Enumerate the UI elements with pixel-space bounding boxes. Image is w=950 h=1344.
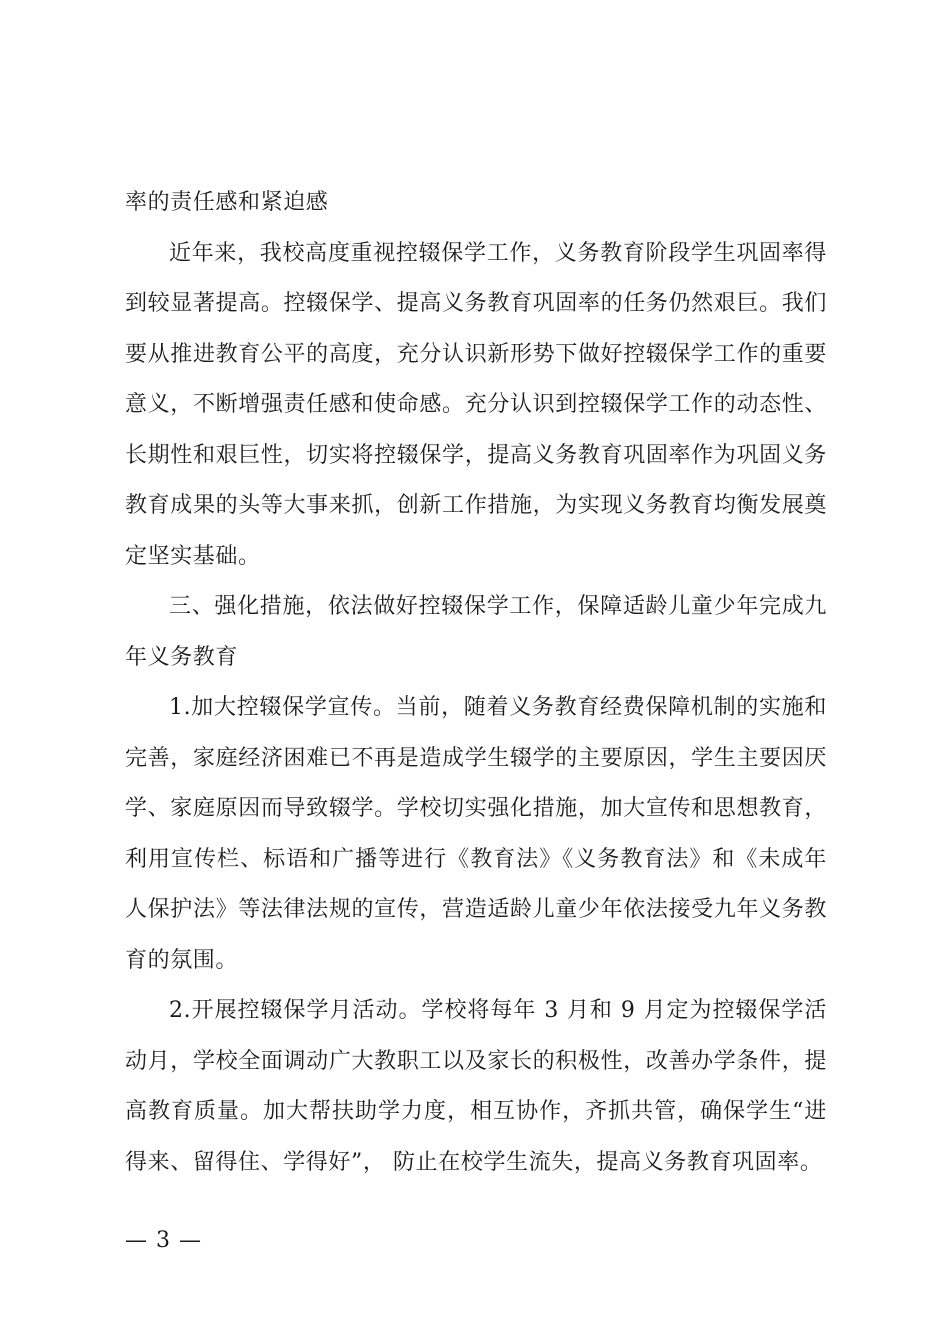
paragraph-school-importance: 近年来，我校高度重视控辍保学工作，义务教育阶段学生巩固率得到较显著提高。控辍保学、提高义务教育巩固率的任务仍然艰巨。我们要从推进教育公平的高度，充分认识新形势下做好控辍保学工作的重要意义，不断增强责任感和使命感。充分认识到控辍保学工作的动态性、长期性和艰巨性，切实将控辍保学，提高义务教育巩固率作为巩固义务教育成果的头等大事来抓，创新工作措施，为实现义务教育均衡发展奠定坚实基础。	[125, 240, 827, 569]
paragraph-item-2-activity-month: 2.开展控辍保学月活动。学校将每年 3 月和 9 月定为控辍保学活动月，学校全面调动广大教职工以及家长的积极性，改善办学条件，提高教育质量。加大帮扶助学力度，相互协作，齐抓共管，确保学生“进得来、留得住、学得好”， 防止在校学生流失，提高义务教育巩固率。	[125, 998, 827, 1175]
paragraph-item-1-publicity: 1.加大控辍保学宣传。当前，随着义务教育经费保障机制的实施和完善，家庭经济困难已不再是造成学生辍学的主要原因，学生主要因厌学、家庭原因而导致辍学。学校切实强化措施，加大宣传和思想教育，利用宣传栏、标语和广播等进行《教育法》《义务教育法》和《未成年人保护法》等法律法规的宣传，营造适龄儿童少年依法接受九年义务教育的氛围。	[125, 695, 827, 973]
paragraph-continuation: 率的责任感和紧迫感	[125, 190, 329, 215]
document-body	[125, 178, 827, 1188]
page-number: — 3 —	[125, 1228, 202, 1253]
section-heading-measures: 三、强化措施，依法做好控辍保学工作，保障适龄儿童少年完成九年义务教育	[125, 594, 827, 670]
